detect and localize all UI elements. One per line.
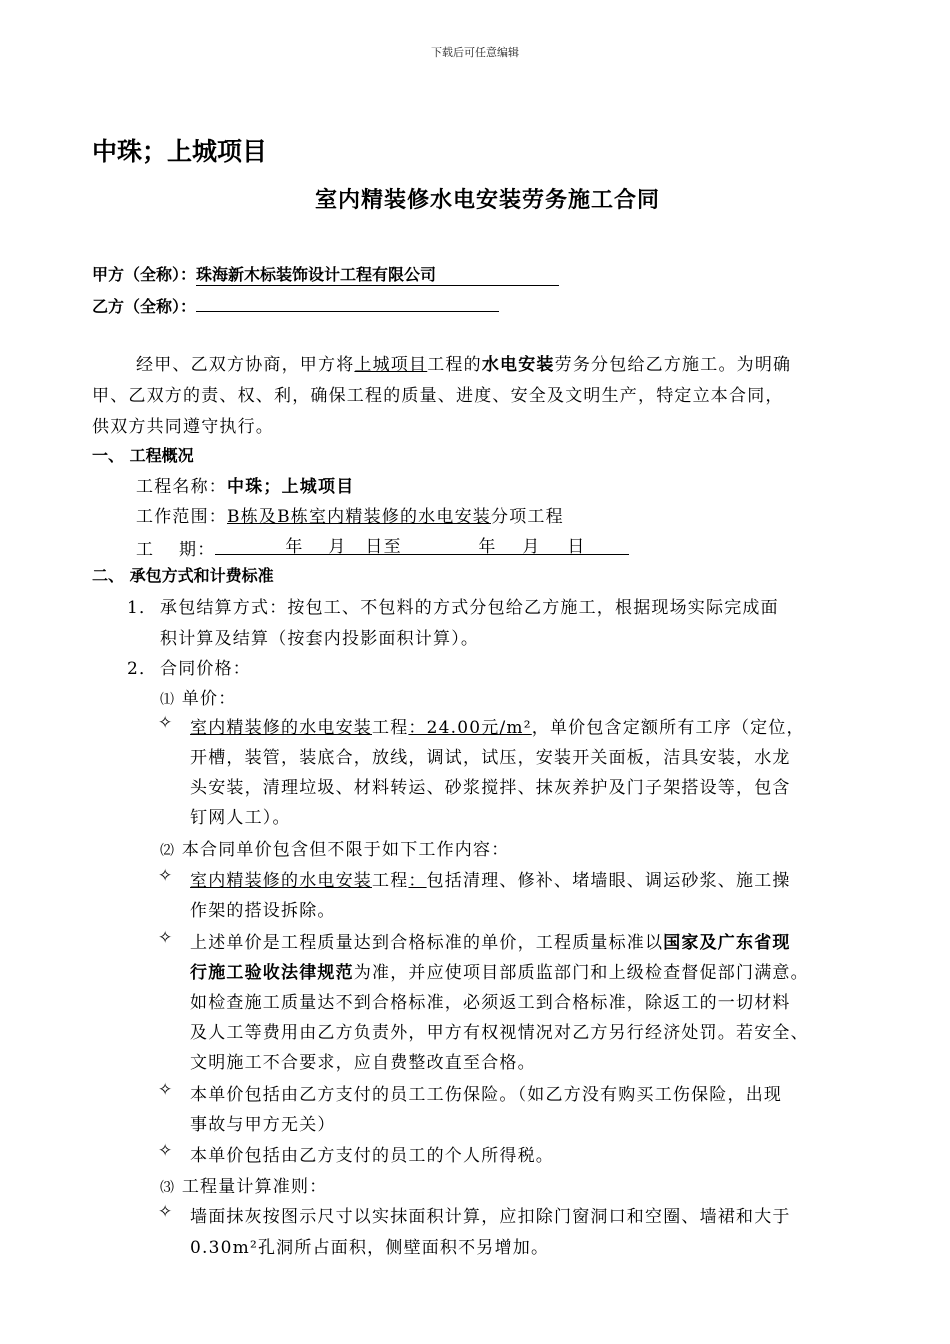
bullet-1-line-4: 钉网人工）。 xyxy=(190,808,291,828)
party-b-value-blank xyxy=(196,293,499,312)
period-year: 年 xyxy=(285,537,304,557)
b2-underlined: 室内精装修的水电安装 xyxy=(190,871,372,891)
intro-text: 劳务分包给乙方施工。为明确 xyxy=(554,355,792,375)
section-2-heading: 二、 承包方式和计费标准 xyxy=(92,566,274,585)
sub-3-label: 工程量计算准则： xyxy=(181,1177,328,1197)
document-title: 室内精装修水电安装劳务施工合同 xyxy=(314,188,660,213)
bullet-icon: ✧ xyxy=(158,713,173,733)
b1-price: ：24.00元/m² xyxy=(408,718,532,738)
bullet-3-line-4: 及人工等费用由乙方负责外，甲方有权视情况对乙方另行经济处罚。若安全、 xyxy=(190,1023,809,1043)
b3-text: 上述单价是工程质量达到合格标准的单价，工程质量标准以 xyxy=(190,933,664,953)
bullet-3-line-3: 如检查施工质量达不到合格标准，必须返工到合格标准，除返工的一切材料 xyxy=(190,993,791,1013)
project-name-value: 中珠；上城项目 xyxy=(227,477,355,497)
item-1-line-1: 承包结算方式：按包工、不包料的方式分包给乙方施工，根据现场实际完成面 xyxy=(160,598,779,618)
scope-suffix: 分项工程 xyxy=(491,507,564,527)
page-header: 下载后可任意编辑 xyxy=(431,46,519,59)
party-a xyxy=(92,262,559,286)
bullet-4-line-2: 事故与甲方无关） xyxy=(190,1115,336,1135)
item-1-number: 1． xyxy=(127,598,158,618)
bullet-2-line-1 xyxy=(190,866,791,891)
bullet-3-line-2 xyxy=(190,958,809,983)
period-month: 月 xyxy=(328,537,347,557)
scope-row xyxy=(136,502,564,527)
b2-colon: ： xyxy=(408,871,427,891)
bullet-icon: ✧ xyxy=(158,928,173,948)
b1-text: ，单价包含定额所有工序（定位， xyxy=(531,718,805,738)
sub-2-label: 本合同单价包含但不限于如下工作内容： xyxy=(181,840,510,860)
bullet-1-line-3: 头安装，清理垃圾、材料转运、砂浆搅拌、抹灰养护及门子架搭设等，包含 xyxy=(190,778,791,798)
bullet-3-line-1 xyxy=(190,928,791,953)
b2-text: 工程 xyxy=(372,871,409,891)
intro-line-2: 甲、乙双方的责、权、利，确保工程的质量、进度、安全及文明生产，特定立本合同， xyxy=(92,386,784,406)
intro-project: 上城项目 xyxy=(354,355,428,375)
period-month-2: 月 xyxy=(522,537,541,557)
sub-1 xyxy=(160,684,236,709)
b1-underlined: 室内精装修的水电安装 xyxy=(190,718,372,738)
project-title: 中珠；上城项目 xyxy=(92,137,268,166)
section-1-heading: 一、 工程概况 xyxy=(92,446,194,465)
period-blank xyxy=(215,532,629,555)
intro-bold: 水电安装 xyxy=(481,355,555,375)
sub-1-number: ⑴ xyxy=(160,692,176,708)
sub-2 xyxy=(160,835,509,860)
project-name-label: 工程名称： xyxy=(136,477,227,497)
item-2-number: 2． xyxy=(127,659,158,679)
period-row xyxy=(136,532,629,560)
period-year-2: 年 xyxy=(478,537,497,557)
period-day: 日 xyxy=(567,537,586,557)
bullet-icon: ✧ xyxy=(158,1202,173,1222)
bullet-icon: ✧ xyxy=(158,866,173,886)
party-b-label: 乙方（全称）： xyxy=(92,297,197,316)
intro-line-1 xyxy=(136,350,791,375)
bullet-1-line-2: 开槽，装管，装底合，放线，调试，试压，安装开关面板，洁具安装，水龙 xyxy=(190,748,791,768)
party-b xyxy=(92,293,499,317)
period-label: 工 期： xyxy=(136,540,216,560)
bullet-6-line-1: 墙面抹灰按图示尺寸以实抹面积计算，应扣除门窗洞口和空圈、墙裙和大于 xyxy=(190,1207,791,1227)
b2-text: 包括清理、修补、堵墙眼、调运砂浆、施工操 xyxy=(426,871,791,891)
party-a-label: 甲方（全称）： xyxy=(92,265,197,284)
sub-3-number: ⑶ xyxy=(160,1180,176,1196)
b1-text: 工程 xyxy=(372,718,409,738)
scope-label: 工作范围： xyxy=(136,507,227,527)
intro-text: 经甲、乙双方协商，甲方将 xyxy=(136,355,355,375)
intro-line-3: 供双方共同遵守执行。 xyxy=(92,417,274,437)
bullet-2-line-2: 作架的搭设拆除。 xyxy=(190,901,336,921)
bullet-3-line-5: 文明施工不合要求，应自费整改直至合格。 xyxy=(190,1053,536,1073)
sub-2-number: ⑵ xyxy=(160,843,176,859)
bullet-6-line-2: 0.30m²孔洞所占面积，侧壁面积不另增加。 xyxy=(190,1238,550,1258)
bullet-4-line-1: 本单价包括由乙方支付的员工工伤保险。（如乙方没有购买工伤保险，出现 xyxy=(190,1085,783,1105)
sub-3 xyxy=(160,1172,327,1197)
scope-value: B栋及B栋室内精装修的水电安装 xyxy=(227,507,491,527)
bullet-1-line-1 xyxy=(190,713,805,738)
b3-bold: 国家及广东省现 xyxy=(663,933,791,953)
party-a-value: 珠海新木标装饰设计工程有限公司 xyxy=(196,262,559,286)
project-name-row xyxy=(136,472,354,497)
period-day-to: 日至 xyxy=(365,537,402,557)
bullet-icon: ✧ xyxy=(158,1080,173,1100)
sub-1-label: 单价： xyxy=(181,689,237,709)
b3-bold: 行施工验收法律规范 xyxy=(190,963,354,983)
item-2-label: 合同价格： xyxy=(160,659,251,679)
bullet-icon: ✧ xyxy=(158,1141,173,1161)
intro-text: 工程的 xyxy=(427,355,482,375)
bullet-5-line-1: 本单价包括由乙方支付的员工的个人所得税。 xyxy=(190,1146,554,1166)
b3-text: 为准，并应使项目部质监部门和上级检查督促部门满意。 xyxy=(353,963,809,983)
item-1-line-2: 积计算及结算（按套内投影面积计算）。 xyxy=(160,629,480,649)
